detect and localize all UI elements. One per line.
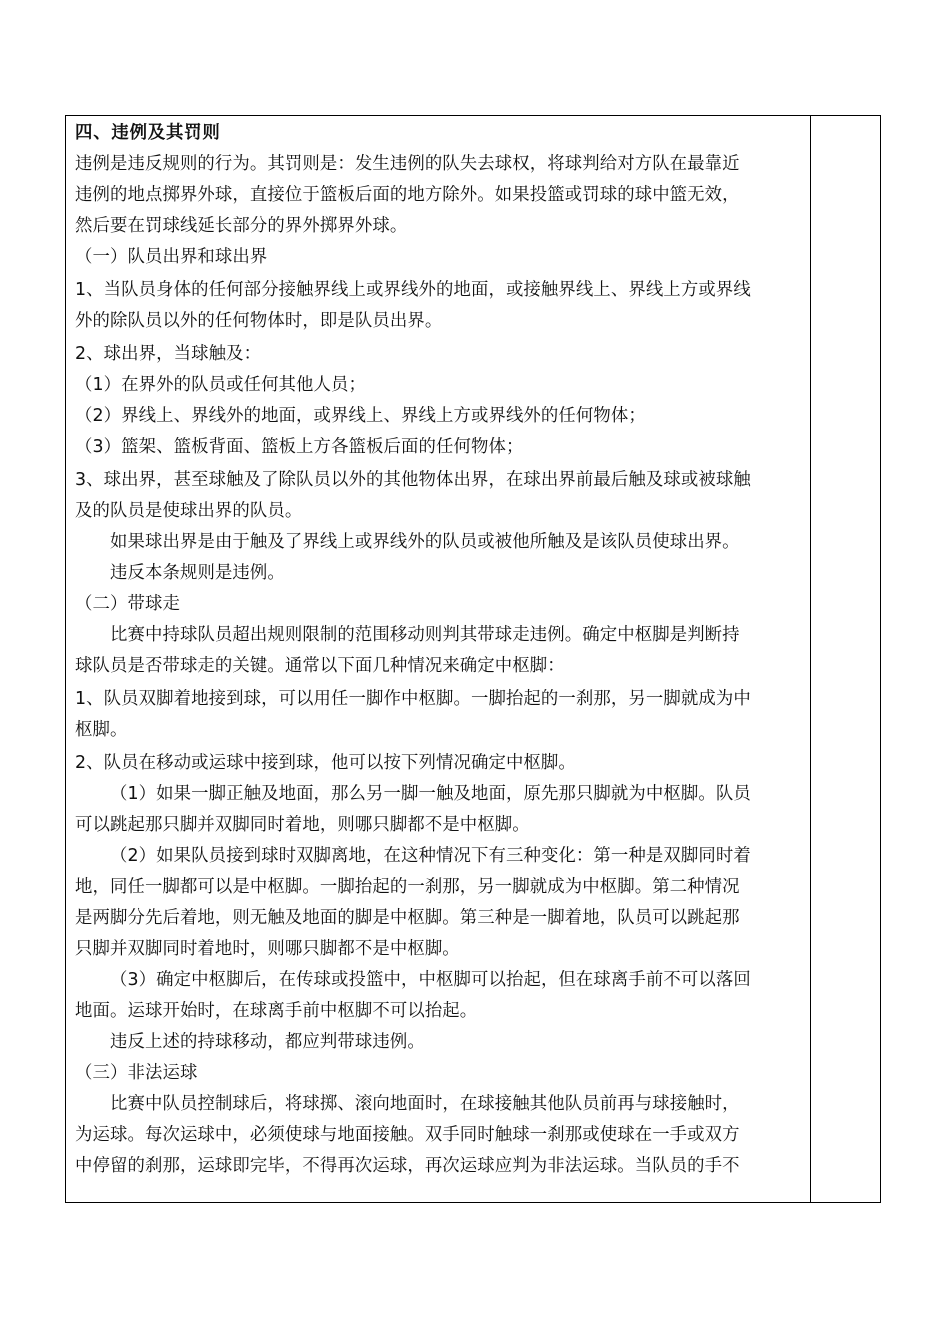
text-line: 1、当队员身体的任何部分接触界线上或界线外的地面，或接触界线上、界线上方或界线 (75, 280, 751, 300)
text-line: 违例的地点掷界外球，直接位于篮板后面的地方除外。如果投篮或罚球的球中篮无效， (75, 185, 740, 205)
content-cell (66, 116, 811, 1202)
text-line: （3）确定中枢脚后，在传球或投篮中，中枢脚可以抬起，但在球离手前不可以落回 (110, 970, 751, 990)
text-line: 外的除队员以外的任何物体时，即是队员出界。 (75, 311, 443, 331)
paragraph-lines (75, 149, 804, 1182)
section-heading: 四、违例及其罚则 (75, 123, 221, 143)
text-line: 1、队员双脚着地接到球，可以用任一脚作中枢脚。一脚抬起的一刹那，另一脚就成为中 (75, 689, 751, 709)
text-line: （二）带球走 (75, 594, 180, 614)
text-line: 违例是违反规则的行为。其罚则是：发生违例的队失去球权，将球判给对方队在最靠近 (75, 154, 740, 174)
text-line: 3、球出界，甚至球触及了除队员以外的其他物体出界，在球出界前最后触及球或被球触 (75, 470, 751, 490)
text-line: （三）非法运球 (75, 1063, 198, 1083)
text-line: （1）在界外的队员或任何其他人员； (75, 375, 367, 395)
text-line: （1）如果一脚正触及地面，那么另一脚一触及地面，原先那只脚就为中枢脚。队员 (110, 784, 751, 804)
text-line: 比赛中队员控制球后，将球掷、滚向地面时，在球接触其他队员前再与球接触时， (110, 1094, 740, 1114)
text-line: 中停留的刹那，运球即完毕，不得再次运球，再次运球应判为非法运球。当队员的手不 (75, 1156, 740, 1176)
document-table (65, 115, 881, 1203)
text-line: 枢脚。 (75, 720, 128, 740)
text-line: 是两脚分先后着地，则无触及地面的脚是中枢脚。第三种是一脚着地，队员可以跳起那 (75, 908, 740, 928)
text-line: 只脚并双脚同时着地时，则哪只脚都不是中枢脚。 (75, 939, 460, 959)
text-line: （一）队员出界和球出界 (75, 247, 268, 267)
text-line: （3）篮架、篮板背面、篮板上方各篮板后面的任何物体； (75, 437, 524, 457)
empty-side-cell (810, 116, 880, 1202)
text-line: 地面。运球开始时，在球离手前中枢脚不可以抬起。 (75, 1001, 478, 1021)
text-line: 及的队员是使球出界的队员。 (75, 501, 303, 521)
text-line: 为运球。每次运球中，必须使球与地面接触。双手同时触球一刹那或使球在一手或双方 (75, 1125, 740, 1145)
text-line: 违反本条规则是违例。 (110, 563, 285, 583)
text-line: （2）如果队员接到球时双脚离地，在这种情况下有三种变化：第一种是双脚同时着 (110, 846, 751, 866)
text-line: 违反上述的持球移动，都应判带球违例。 (110, 1032, 425, 1052)
text-line: 然后要在罚球线延长部分的界外掷界外球。 (75, 216, 408, 236)
text-line: 地，同任一脚都可以是中枢脚。一脚抬起的一刹那，另一脚就成为中枢脚。第二种情况 (75, 877, 740, 897)
text-line: （2）界线上、界线外的地面，或界线上、界线上方或界线外的任何物体； (75, 406, 646, 426)
text-line: 可以跳起那只脚并双脚同时着地，则哪只脚都不是中枢脚。 (75, 815, 530, 835)
text-line: 2、球出界，当球触及： (75, 344, 262, 364)
text-line: 如果球出界是由于触及了界线上或界线外的队员或被他所触及是该队员使球出界。 (110, 532, 740, 552)
text-line: 球队员是否带球走的关键。通常以下面几种情况来确定中枢脚： (75, 656, 565, 676)
text-line: 比赛中持球队员超出规则限制的范围移动则判其带球走违例。确定中枢脚是判断持 (110, 625, 740, 645)
text-line: 2、队员在移动或运球中接到球，他可以按下列情况确定中枢脚。 (75, 753, 576, 773)
